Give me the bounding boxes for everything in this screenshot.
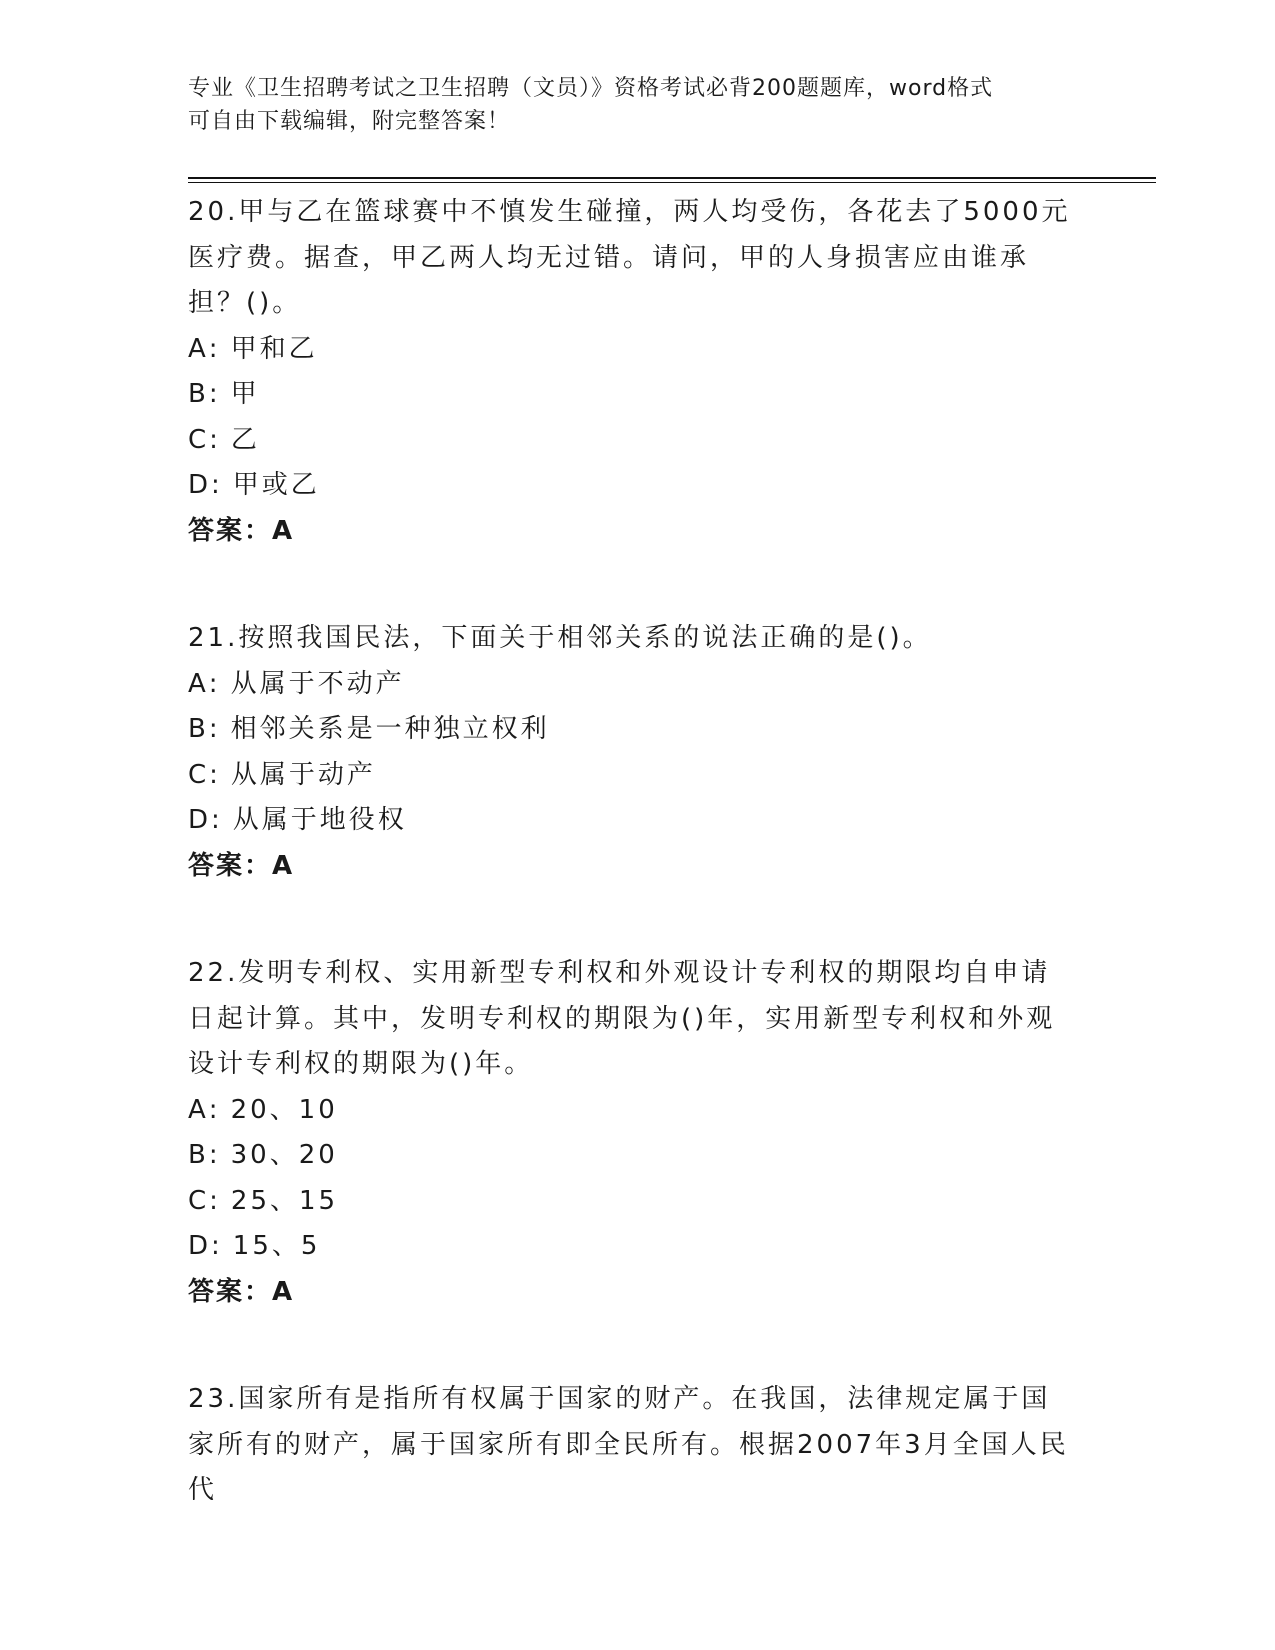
question-text: 22.发明专利权、实用新型专利权和外观设计专利权的期限均自申请日起计算。其中，发明专利权的期限为()年，实用新型专利权和外观设计专利权的期限为()年。 [188, 958, 1056, 1079]
option-text: 乙 [230, 424, 260, 455]
option-separator: : [208, 668, 221, 699]
question-23 [188, 1377, 1078, 1514]
option-separator: : [209, 1185, 221, 1216]
header-title-line2: 可自由下载编辑，附完整答案！ [188, 109, 511, 134]
option-text: 从属于地役权 [232, 805, 407, 835]
question-text: 23.国家所有是指所有权属于国家的财产。在我国，法律规定属于国家所有的财产，属于国家所有即全民所有。根据2007年3月全国人民代 [188, 1384, 1069, 1505]
option-text: 甲和乙 [230, 333, 318, 364]
option-separator: : [208, 1094, 221, 1125]
option-c [188, 1179, 1078, 1225]
option-d [188, 1224, 1078, 1270]
option-text: 甲或乙 [232, 470, 320, 500]
option-text: 15、5 [232, 1231, 321, 1261]
option-separator: : [208, 379, 221, 409]
option-letter: B [188, 714, 209, 744]
option-letter: A [188, 333, 209, 364]
option-letter: D [188, 1231, 212, 1261]
question-22 [188, 951, 1078, 1315]
option-separator: : [208, 333, 221, 364]
option-letter: C [188, 424, 210, 455]
option-text: 25、15 [230, 1185, 339, 1216]
question-21 [188, 616, 1078, 889]
option-a [188, 662, 1078, 708]
option-b [188, 372, 1078, 418]
option-separator: : [211, 470, 223, 500]
option-d [188, 798, 1078, 844]
question-text: 20.甲与乙在篮球赛中不慎发生碰撞，两人均受伤，各花去了5000元医疗费。据查，甲乙两人均无过错。请问，甲的人身损害应由谁承担？()。 [188, 197, 1071, 318]
answer-label: 答案：A [188, 515, 295, 546]
option-letter: D [188, 805, 212, 835]
option-a [188, 1088, 1078, 1134]
option-text: 相邻关系是一种独立权利 [230, 714, 550, 744]
header-divider [188, 177, 1156, 179]
option-letter: D [188, 470, 212, 500]
question-list [188, 190, 1078, 1576]
option-letter: B [188, 379, 209, 409]
option-letter: A [188, 668, 209, 699]
option-text: 从属于动产 [230, 759, 376, 790]
option-text: 甲 [230, 379, 260, 409]
option-c [188, 753, 1078, 799]
question-20 [188, 190, 1078, 554]
document-header [188, 72, 1088, 138]
question-text: 21.按照我国民法，下面关于相邻关系的说法正确的是()。 [188, 623, 932, 653]
header-title-line1: 专业《卫生招聘考试之卫生招聘（文员）》资格考试必背200题题库，word格式 [188, 76, 994, 101]
option-a [188, 327, 1078, 373]
option-b [188, 1133, 1078, 1179]
header-divider-thin [188, 182, 1156, 183]
answer-label: 答案：A [188, 1276, 295, 1307]
option-separator: : [211, 1231, 223, 1261]
option-letter: B [188, 1140, 209, 1170]
option-letter: C [188, 759, 210, 790]
answer-label: 答案：A [188, 850, 295, 881]
option-d [188, 463, 1078, 509]
option-text: 30、20 [230, 1140, 338, 1170]
option-separator: : [209, 759, 221, 790]
option-c [188, 418, 1078, 464]
option-text: 20、10 [230, 1094, 338, 1125]
option-letter: A [188, 1094, 209, 1125]
option-separator: : [208, 1140, 221, 1170]
option-separator: : [209, 424, 221, 455]
option-separator: : [208, 714, 221, 744]
option-b [188, 707, 1078, 753]
option-separator: : [211, 805, 223, 835]
option-letter: C [188, 1185, 210, 1216]
option-text: 从属于不动产 [230, 668, 405, 699]
